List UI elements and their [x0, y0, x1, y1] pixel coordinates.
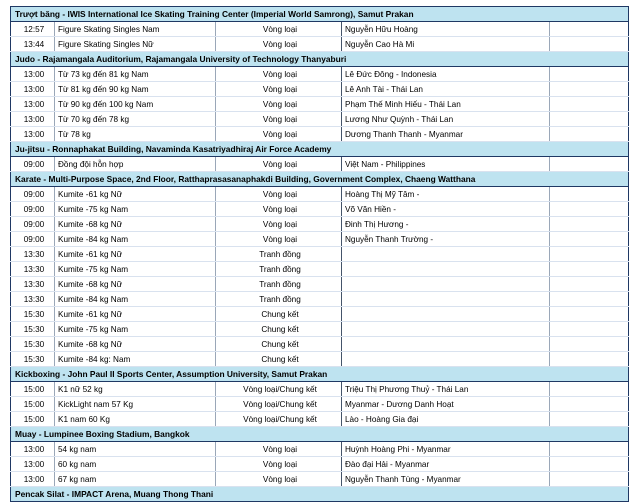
table-row — [11, 37, 629, 52]
event-cell: KickLight nam 57 Kg — [55, 397, 216, 412]
round-cell: Vòng loại — [216, 67, 342, 82]
table-row — [11, 112, 629, 127]
extra-cell — [550, 337, 629, 352]
event-cell: Từ 73 kg đến 81 kg Nam — [55, 67, 216, 82]
time-cell: 09:00 — [11, 202, 55, 217]
time-cell: 13:30 — [11, 262, 55, 277]
round-cell: Vòng loại — [216, 217, 342, 232]
match-cell: Myanmar - Dương Danh Hoạt — [342, 397, 550, 412]
match-cell: Dương Thanh Thanh - Myanmar — [342, 127, 550, 142]
round-cell: Vòng loại — [216, 82, 342, 97]
match-cell: Việt Nam - Philippines — [342, 157, 550, 172]
match-cell — [342, 262, 550, 277]
round-cell: Vòng loại — [216, 187, 342, 202]
extra-cell — [550, 202, 629, 217]
match-cell: Hoàng Thị Mỹ Tâm - — [342, 187, 550, 202]
section-header-label: Muay - Lumpinee Boxing Stadium, Bangkok — [11, 427, 629, 442]
section-header-label: Judo - Rajamangala Auditorium, Rajamangala University of Technology Thanyaburi — [11, 52, 629, 67]
match-cell: Lê Đức Đông - Indonesia — [342, 67, 550, 82]
table-row — [11, 67, 629, 82]
event-cell: Kumite -84 kg: Nam — [55, 352, 216, 367]
section-header-row — [11, 487, 629, 502]
event-cell: Kumite -61 kg Nữ — [55, 187, 216, 202]
match-cell — [342, 337, 550, 352]
event-cell: Kumite -61 kg Nữ — [55, 247, 216, 262]
match-cell — [342, 352, 550, 367]
time-cell: 13:00 — [11, 112, 55, 127]
section-header-row — [11, 172, 629, 187]
table-row — [11, 457, 629, 472]
event-cell: K1 nam 60 Kg — [55, 412, 216, 427]
event-cell: Kumite -68 kg Nữ — [55, 337, 216, 352]
event-cell: K1 nữ 52 kg — [55, 382, 216, 397]
match-cell: Lương Như Quỳnh - Thái Lan — [342, 112, 550, 127]
match-cell — [342, 322, 550, 337]
time-cell: 13:30 — [11, 292, 55, 307]
time-cell: 13:30 — [11, 247, 55, 262]
extra-cell — [550, 277, 629, 292]
match-cell — [342, 292, 550, 307]
event-cell: Kumite -84 kg Nam — [55, 232, 216, 247]
match-cell: Nguyễn Cao Hà Mi — [342, 37, 550, 52]
event-cell: Figure Skating Singles Nam — [55, 22, 216, 37]
table-row — [11, 337, 629, 352]
match-cell: Nguyễn Hữu Hoàng — [342, 22, 550, 37]
event-cell: Kumite -75 kg Nam — [55, 262, 216, 277]
time-cell: 09:00 — [11, 187, 55, 202]
section-header-row — [11, 52, 629, 67]
table-row — [11, 187, 629, 202]
match-cell — [342, 307, 550, 322]
event-cell: Đồng đội hỗn hợp — [55, 157, 216, 172]
table-row — [11, 397, 629, 412]
extra-cell — [550, 247, 629, 262]
event-cell: 60 kg nam — [55, 457, 216, 472]
round-cell: Vòng loại/Chung kết — [216, 397, 342, 412]
extra-cell — [550, 82, 629, 97]
match-cell: Triệu Thị Phương Thuỷ - Thái Lan — [342, 382, 550, 397]
table-row — [11, 22, 629, 37]
section-header-row — [11, 427, 629, 442]
table-row — [11, 352, 629, 367]
table-row — [11, 262, 629, 277]
table-row — [11, 127, 629, 142]
round-cell: Vòng loại — [216, 112, 342, 127]
match-cell: Lào - Hoàng Gia đại — [342, 412, 550, 427]
event-cell: Từ 81 kg đến 90 kg Nam — [55, 82, 216, 97]
extra-cell — [550, 187, 629, 202]
event-cell: Kumite -75 kg Nam — [55, 202, 216, 217]
event-cell: Kumite -68 kg Nữ — [55, 277, 216, 292]
time-cell: 12:57 — [11, 22, 55, 37]
time-cell: 09:00 — [11, 157, 55, 172]
time-cell: 09:00 — [11, 217, 55, 232]
match-cell — [342, 247, 550, 262]
round-cell: Chung kết — [216, 307, 342, 322]
table-row — [11, 472, 629, 487]
time-cell: 15:00 — [11, 412, 55, 427]
table-row — [11, 217, 629, 232]
time-cell: 09:00 — [11, 232, 55, 247]
event-cell: Từ 70 kg đến 78 kg — [55, 112, 216, 127]
time-cell: 15:30 — [11, 337, 55, 352]
match-cell: Huỳnh Hoàng Phi - Myanmar — [342, 442, 550, 457]
section-header-row — [11, 7, 629, 22]
time-cell: 13:00 — [11, 97, 55, 112]
table-row — [11, 322, 629, 337]
table-row — [11, 82, 629, 97]
extra-cell — [550, 127, 629, 142]
round-cell: Vòng loại — [216, 442, 342, 457]
extra-cell — [550, 457, 629, 472]
round-cell: Chung kết — [216, 322, 342, 337]
table-row — [11, 382, 629, 397]
extra-cell — [550, 307, 629, 322]
schedule-body — [11, 7, 629, 502]
extra-cell — [550, 97, 629, 112]
round-cell: Vòng loại — [216, 202, 342, 217]
match-cell: Lê Anh Tài - Thái Lan — [342, 82, 550, 97]
event-cell: Kumite -61 kg Nữ — [55, 307, 216, 322]
extra-cell — [550, 382, 629, 397]
time-cell: 13:00 — [11, 472, 55, 487]
event-cell: Từ 78 kg — [55, 127, 216, 142]
extra-cell — [550, 292, 629, 307]
extra-cell — [550, 352, 629, 367]
round-cell: Tranh đồng — [216, 292, 342, 307]
section-header-row — [11, 367, 629, 382]
round-cell: Vòng loại — [216, 157, 342, 172]
extra-cell — [550, 67, 629, 82]
section-header-label: Trượt băng - IWIS International Ice Skating Training Center (Imperial World Samrong), Samut Prakan — [11, 7, 629, 22]
extra-cell — [550, 217, 629, 232]
time-cell: 15:00 — [11, 382, 55, 397]
round-cell: Vòng loại — [216, 232, 342, 247]
table-row — [11, 247, 629, 262]
round-cell: Vòng loại — [216, 22, 342, 37]
match-cell — [342, 277, 550, 292]
table-row — [11, 292, 629, 307]
event-cell: Figure Skating Singles Nữ — [55, 37, 216, 52]
extra-cell — [550, 37, 629, 52]
time-cell: 13:30 — [11, 277, 55, 292]
section-header-label: Karate - Multi-Purpose Space, 2nd Floor, Ratthaprasasanaphakdi Building, Government Complex, Chaeng Watthana — [11, 172, 629, 187]
match-cell: Đinh Thị Hương - — [342, 217, 550, 232]
competition-schedule-table — [10, 6, 629, 502]
extra-cell — [550, 472, 629, 487]
time-cell: 13:00 — [11, 442, 55, 457]
match-cell: Đào đại Hải - Myanmar — [342, 457, 550, 472]
match-cell: Phạm Thế Minh Hiếu - Thái Lan — [342, 97, 550, 112]
time-cell: 13:00 — [11, 67, 55, 82]
extra-cell — [550, 322, 629, 337]
event-cell: Kumite -75 kg Nam — [55, 322, 216, 337]
table-row — [11, 157, 629, 172]
time-cell: 13:00 — [11, 127, 55, 142]
round-cell: Vòng loại — [216, 472, 342, 487]
round-cell: Tranh đồng — [216, 262, 342, 277]
section-header-label: Pencak Silat - IMPACT Arena, Muang Thong Thani — [11, 487, 629, 502]
time-cell: 15:00 — [11, 397, 55, 412]
table-row — [11, 307, 629, 322]
round-cell: Vòng loại/Chung kết — [216, 412, 342, 427]
match-cell: Nguyễn Thanh Tùng - Myanmar — [342, 472, 550, 487]
section-header-label: Ju-jitsu - Ronnaphakat Building, Navaminda Kasatriyadhiraj Air Force Academy — [11, 142, 629, 157]
time-cell: 13:44 — [11, 37, 55, 52]
table-row — [11, 277, 629, 292]
event-cell: Kumite -84 kg Nam — [55, 292, 216, 307]
extra-cell — [550, 262, 629, 277]
round-cell: Chung kết — [216, 352, 342, 367]
extra-cell — [550, 412, 629, 427]
section-header-row — [11, 142, 629, 157]
round-cell: Vòng loại — [216, 97, 342, 112]
time-cell: 13:00 — [11, 82, 55, 97]
round-cell: Vòng loại — [216, 127, 342, 142]
table-row — [11, 97, 629, 112]
time-cell: 15:30 — [11, 307, 55, 322]
table-row — [11, 202, 629, 217]
event-cell: 54 kg nam — [55, 442, 216, 457]
event-cell: Từ 90 kg đến 100 kg Nam — [55, 97, 216, 112]
extra-cell — [550, 112, 629, 127]
table-row — [11, 232, 629, 247]
extra-cell — [550, 22, 629, 37]
round-cell: Vòng loại — [216, 37, 342, 52]
event-cell: 67 kg nam — [55, 472, 216, 487]
time-cell: 15:30 — [11, 322, 55, 337]
match-cell: Nguyễn Thanh Trường - — [342, 232, 550, 247]
round-cell: Vòng loại — [216, 457, 342, 472]
extra-cell — [550, 157, 629, 172]
round-cell: Tranh đồng — [216, 277, 342, 292]
round-cell: Tranh đồng — [216, 247, 342, 262]
extra-cell — [550, 232, 629, 247]
table-row — [11, 412, 629, 427]
round-cell: Vòng loại/Chung kết — [216, 382, 342, 397]
match-cell: Võ Văn Hiền - — [342, 202, 550, 217]
time-cell: 13:00 — [11, 457, 55, 472]
event-cell: Kumite -68 kg Nữ — [55, 217, 216, 232]
extra-cell — [550, 397, 629, 412]
section-header-label: Kickboxing - John Paul II Sports Center, Assumption University, Samut Prakan — [11, 367, 629, 382]
round-cell: Chung kết — [216, 337, 342, 352]
time-cell: 15:30 — [11, 352, 55, 367]
